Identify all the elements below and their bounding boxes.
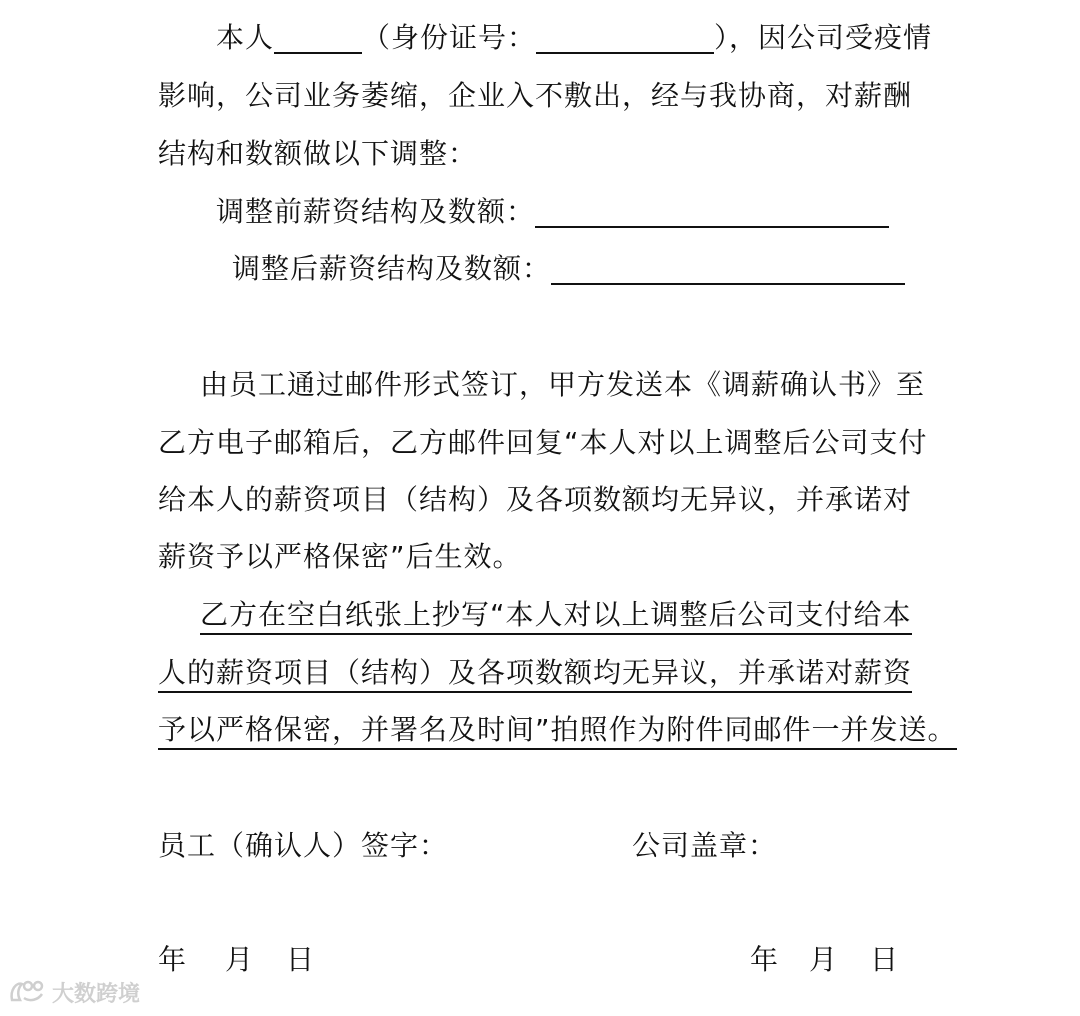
paragraph-3-line-2: [158, 653, 912, 693]
watermark: [8, 978, 140, 1012]
paragraph-1-line-2: 影响，公司业务萎缩，企业入不敷出，经与我协商，对薪酬: [158, 79, 913, 112]
date-left-month: 月: [225, 943, 255, 976]
paragraph-3-line-3: [158, 710, 957, 750]
date-right-year: 年: [750, 943, 780, 976]
date-right: [750, 940, 899, 980]
id-number-label: （身份证号：: [362, 21, 537, 54]
date-right-day: 日: [870, 943, 900, 976]
adjust-before-line: [216, 192, 889, 232]
paragraph-2-line-1: 由员工通过邮件形式签订，甲方发送本《调薪确认书》至: [200, 368, 926, 401]
paragraph-3-line-2-text: 人的薪资项目（结构）及各项数额均无异议，并承诺对薪资: [158, 656, 912, 693]
date-left-year: 年: [158, 943, 188, 976]
date-right-month: 月: [809, 943, 839, 976]
name-blank: [274, 18, 362, 54]
date-left: [158, 940, 315, 980]
employee-signature-label: 员工（确认人）签字：: [158, 829, 449, 862]
paragraph-2-line-4: 薪资予以严格保密”后生效。: [158, 540, 522, 573]
id-number-blank: [536, 18, 714, 54]
adjust-before-label: 调整前薪资结构及数额：: [216, 195, 536, 228]
paragraph-1-line-1: [216, 18, 932, 58]
adjust-after-label: 调整后薪资结构及数额：: [232, 252, 552, 285]
self-label: 本人: [216, 21, 275, 54]
paragraph-3-line-1-text: 乙方在空白纸张上抄写“本人对以上调整后公司支付给本: [200, 598, 912, 635]
date-left-day: 日: [286, 943, 316, 976]
paragraph-1-line-1-tail: ），因公司受疫情: [714, 21, 933, 54]
adjust-after-line: [232, 249, 905, 289]
paragraph-1-line-3: 结构和数额做以下调整：: [158, 137, 478, 170]
adjust-after-blank: [551, 249, 905, 285]
paragraph-2-line-2: 乙方电子邮箱后，乙方邮件回复“本人对以上调整后公司支付: [158, 426, 928, 459]
paragraph-3-line-1: [200, 595, 912, 635]
adjust-before-blank: [535, 192, 889, 228]
company-seal-label: 公司盖章：: [632, 829, 778, 862]
paragraph-2-line-3: 给本人的薪资项目（结构）及各项数额均无异议，并承诺对: [158, 483, 913, 516]
watermark-text: 大数跨境: [52, 982, 141, 1007]
brand-logo-icon: [8, 976, 48, 1015]
paragraph-3-line-3-text: 予以严格保密，并署名及时间”拍照作为附件同邮件一并发送。: [158, 713, 957, 750]
